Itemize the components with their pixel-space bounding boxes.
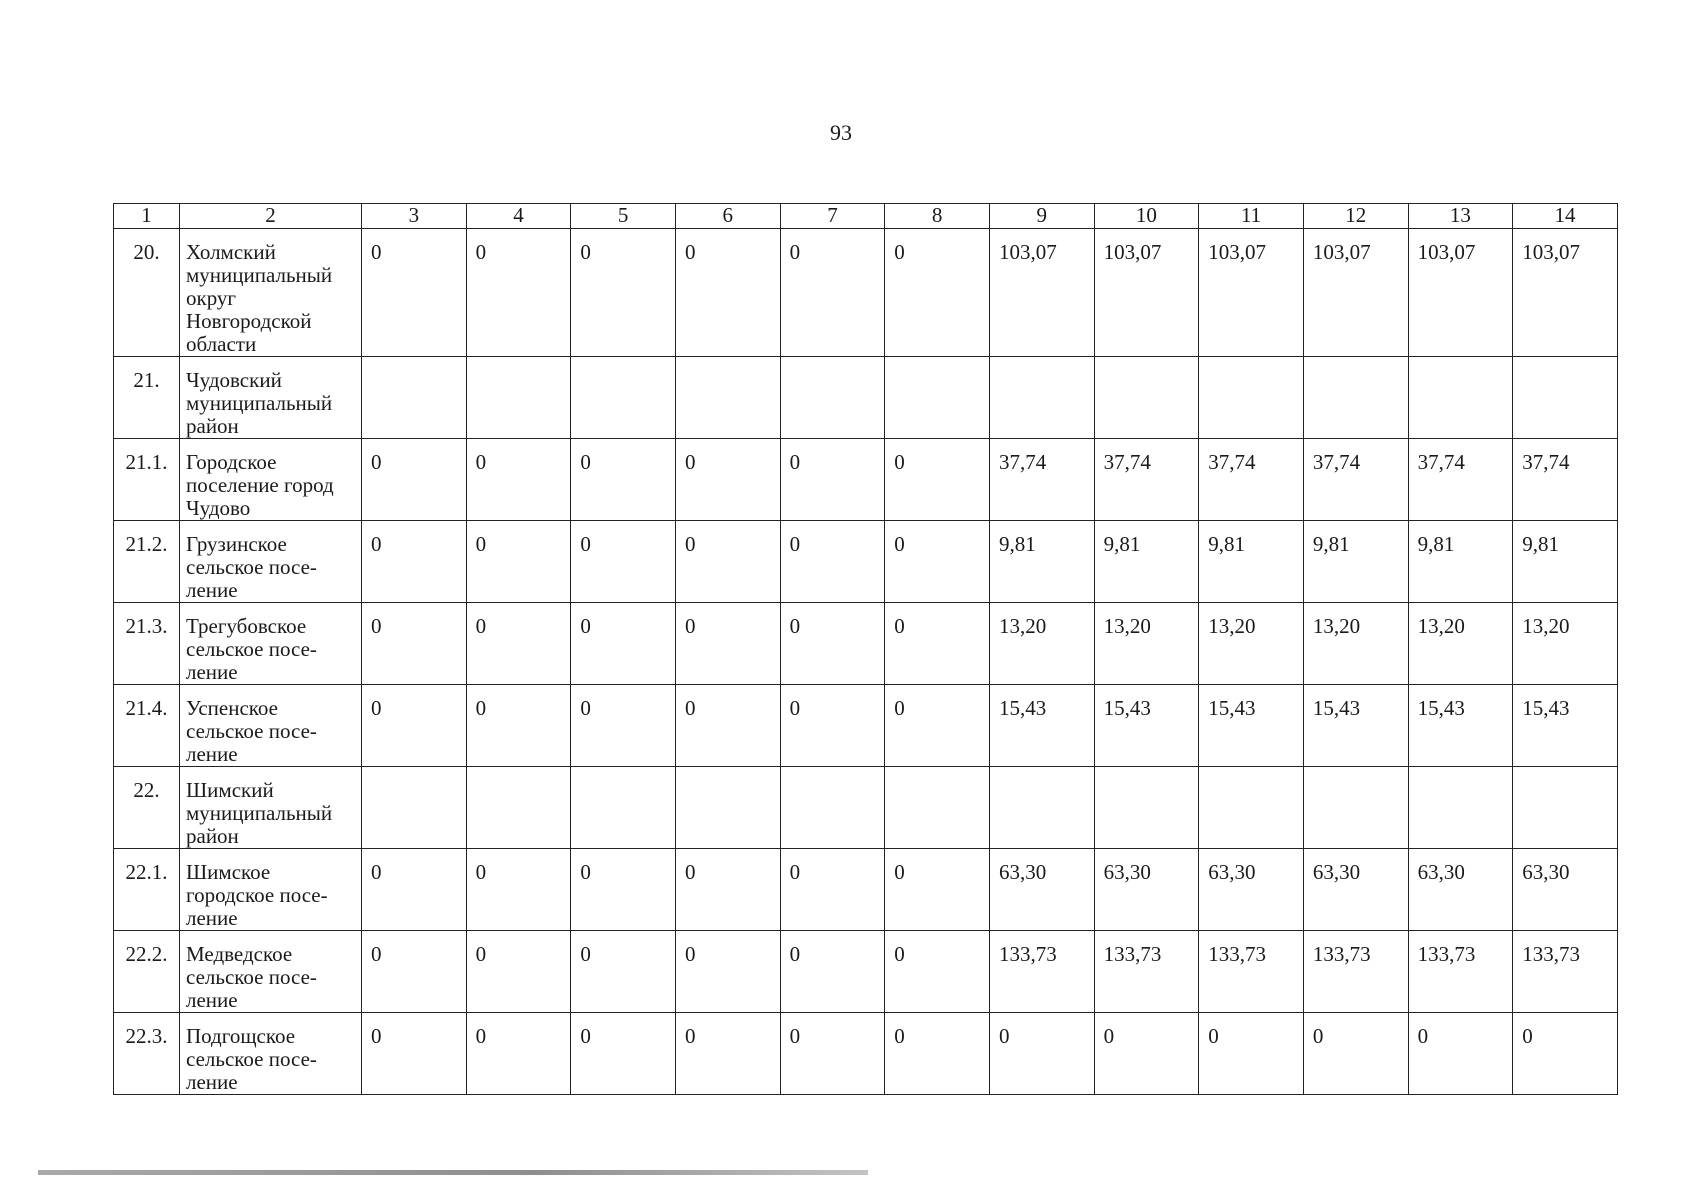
value-cell-col-10: 133,73: [1094, 931, 1199, 1013]
value-cell-col-7: 0: [780, 1013, 885, 1095]
value-cell-col-5: 0: [571, 685, 676, 767]
value-cell-col-11: 13,20: [1199, 603, 1304, 685]
value-cell-col-12: 13,20: [1303, 603, 1408, 685]
value-cell-col-6: 0: [675, 229, 780, 357]
column-header-3: 3: [362, 204, 467, 229]
value-cell-col-7: [780, 357, 885, 439]
value-cell-col-14: 63,30: [1513, 849, 1618, 931]
value-cell-col-6: 0: [675, 849, 780, 931]
value-cell-col-6: 0: [675, 685, 780, 767]
value-cell-col-6: 0: [675, 1013, 780, 1095]
row-number-cell: 21.4.: [114, 685, 180, 767]
value-cell-col-11: 0: [1199, 1013, 1304, 1095]
value-cell-col-3: 0: [362, 521, 467, 603]
value-cell-col-10: 13,20: [1094, 603, 1199, 685]
value-cell-col-14: 9,81: [1513, 521, 1618, 603]
value-cell-col-8: 0: [885, 521, 990, 603]
value-cell-col-13: [1408, 767, 1513, 849]
value-cell-col-9: 13,20: [989, 603, 1094, 685]
value-cell-col-3: 0: [362, 439, 467, 521]
table-row: [114, 849, 1618, 931]
column-header-8: 8: [885, 204, 990, 229]
value-cell-col-5: 0: [571, 439, 676, 521]
value-cell-col-12: 63,30: [1303, 849, 1408, 931]
column-header-13: 13: [1408, 204, 1513, 229]
value-cell-col-8: [885, 357, 990, 439]
value-cell-col-7: 0: [780, 229, 885, 357]
value-cell-col-7: 0: [780, 521, 885, 603]
municipality-name-cell: Трегубовское сельское посе- ление: [180, 603, 362, 685]
value-cell-col-7: 0: [780, 849, 885, 931]
value-cell-col-14: 103,07: [1513, 229, 1618, 357]
value-cell-col-9: 37,74: [989, 439, 1094, 521]
value-cell-col-3: 0: [362, 229, 467, 357]
value-cell-col-14: 15,43: [1513, 685, 1618, 767]
value-cell-col-8: 0: [885, 1013, 990, 1095]
column-header-10: 10: [1094, 204, 1199, 229]
value-cell-col-3: [362, 767, 467, 849]
table-row: [114, 931, 1618, 1013]
municipality-name-cell: Холмский муниципальный округ Новгородской области: [180, 229, 362, 357]
value-cell-col-11: 9,81: [1199, 521, 1304, 603]
value-cell-col-13: 15,43: [1408, 685, 1513, 767]
value-cell-col-13: 0: [1408, 1013, 1513, 1095]
row-number-cell: 22.2.: [114, 931, 180, 1013]
value-cell-col-11: 63,30: [1199, 849, 1304, 931]
page-number: 93: [830, 120, 852, 145]
table-row: [114, 767, 1618, 849]
value-cell-col-12: [1303, 357, 1408, 439]
value-cell-col-4: 0: [466, 685, 571, 767]
value-cell-col-11: 133,73: [1199, 931, 1304, 1013]
value-cell-col-8: [885, 767, 990, 849]
value-cell-col-13: 13,20: [1408, 603, 1513, 685]
value-cell-col-11: [1199, 767, 1304, 849]
scan-artifact-line: [38, 1170, 868, 1175]
value-cell-col-11: 103,07: [1199, 229, 1304, 357]
column-header-1: 1: [114, 204, 180, 229]
value-cell-col-9: 133,73: [989, 931, 1094, 1013]
value-cell-col-4: [466, 357, 571, 439]
row-number-cell: 21.1.: [114, 439, 180, 521]
value-cell-col-4: 0: [466, 931, 571, 1013]
row-number-cell: 21.2.: [114, 521, 180, 603]
municipality-name-cell: Шимское городское посе- ление: [180, 849, 362, 931]
value-cell-col-8: 0: [885, 685, 990, 767]
value-cell-col-12: 103,07: [1303, 229, 1408, 357]
value-cell-col-13: 133,73: [1408, 931, 1513, 1013]
value-cell-col-5: 0: [571, 849, 676, 931]
value-cell-col-8: 0: [885, 849, 990, 931]
value-cell-col-6: [675, 767, 780, 849]
column-header-5: 5: [571, 204, 676, 229]
column-header-9: 9: [989, 204, 1094, 229]
value-cell-col-13: [1408, 357, 1513, 439]
value-cell-col-9: 9,81: [989, 521, 1094, 603]
column-header-4: 4: [466, 204, 571, 229]
value-cell-col-13: 37,74: [1408, 439, 1513, 521]
value-cell-col-10: 63,30: [1094, 849, 1199, 931]
row-number-cell: 22.1.: [114, 849, 180, 931]
municipality-name-cell: Городское поселение город Чудово: [180, 439, 362, 521]
data-table: [113, 203, 1618, 1095]
value-cell-col-9: 15,43: [989, 685, 1094, 767]
municipality-name-cell: Медведское сельское посе- ление: [180, 931, 362, 1013]
value-cell-col-14: 133,73: [1513, 931, 1618, 1013]
value-cell-col-4: 0: [466, 229, 571, 357]
value-cell-col-4: 0: [466, 439, 571, 521]
table-row: [114, 521, 1618, 603]
value-cell-col-4: [466, 767, 571, 849]
value-cell-col-8: 0: [885, 439, 990, 521]
value-cell-col-6: 0: [675, 931, 780, 1013]
row-number-cell: 22.: [114, 767, 180, 849]
table-header: [114, 204, 1618, 229]
column-header-11: 11: [1199, 204, 1304, 229]
municipality-name-cell: Чудовский муниципальный район: [180, 357, 362, 439]
table-body: [114, 229, 1618, 1095]
value-cell-col-3: [362, 357, 467, 439]
column-header-7: 7: [780, 204, 885, 229]
row-number-cell: 20.: [114, 229, 180, 357]
value-cell-col-12: [1303, 767, 1408, 849]
value-cell-col-7: 0: [780, 603, 885, 685]
table-row: [114, 439, 1618, 521]
value-cell-col-14: [1513, 357, 1618, 439]
value-cell-col-6: 0: [675, 603, 780, 685]
value-cell-col-10: [1094, 767, 1199, 849]
value-cell-col-11: 37,74: [1199, 439, 1304, 521]
value-cell-col-4: 0: [466, 1013, 571, 1095]
value-cell-col-9: 63,30: [989, 849, 1094, 931]
row-number-cell: 21.3.: [114, 603, 180, 685]
table-row: [114, 685, 1618, 767]
value-cell-col-13: 103,07: [1408, 229, 1513, 357]
municipality-name-cell: Подгощское сельское посе- ление: [180, 1013, 362, 1095]
value-cell-col-3: 0: [362, 685, 467, 767]
value-cell-col-9: [989, 767, 1094, 849]
value-cell-col-5: 0: [571, 1013, 676, 1095]
value-cell-col-5: [571, 357, 676, 439]
value-cell-col-14: 13,20: [1513, 603, 1618, 685]
value-cell-col-5: 0: [571, 521, 676, 603]
value-cell-col-5: [571, 767, 676, 849]
value-cell-col-14: 37,74: [1513, 439, 1618, 521]
value-cell-col-11: [1199, 357, 1304, 439]
value-cell-col-9: 0: [989, 1013, 1094, 1095]
value-cell-col-4: 0: [466, 849, 571, 931]
value-cell-col-8: 0: [885, 229, 990, 357]
value-cell-col-13: 9,81: [1408, 521, 1513, 603]
value-cell-col-10: [1094, 357, 1199, 439]
value-cell-col-14: [1513, 767, 1618, 849]
value-cell-col-4: 0: [466, 521, 571, 603]
value-cell-col-12: 15,43: [1303, 685, 1408, 767]
value-cell-col-10: 37,74: [1094, 439, 1199, 521]
value-cell-col-6: [675, 357, 780, 439]
municipality-name-cell: Шимский муниципальный район: [180, 767, 362, 849]
value-cell-col-12: 37,74: [1303, 439, 1408, 521]
value-cell-col-13: 63,30: [1408, 849, 1513, 931]
value-cell-col-3: 0: [362, 603, 467, 685]
value-cell-col-3: 0: [362, 1013, 467, 1095]
value-cell-col-10: 103,07: [1094, 229, 1199, 357]
value-cell-col-5: 0: [571, 603, 676, 685]
value-cell-col-8: 0: [885, 931, 990, 1013]
value-cell-col-14: 0: [1513, 1013, 1618, 1095]
table-row: [114, 603, 1618, 685]
row-number-cell: 22.3.: [114, 1013, 180, 1095]
value-cell-col-5: 0: [571, 229, 676, 357]
value-cell-col-10: 15,43: [1094, 685, 1199, 767]
header-row: [114, 204, 1618, 229]
value-cell-col-9: [989, 357, 1094, 439]
column-header-12: 12: [1303, 204, 1408, 229]
table-row: [114, 229, 1618, 357]
value-cell-col-9: 103,07: [989, 229, 1094, 357]
column-header-2: 2: [180, 204, 362, 229]
value-cell-col-8: 0: [885, 603, 990, 685]
column-header-6: 6: [675, 204, 780, 229]
value-cell-col-4: 0: [466, 603, 571, 685]
value-cell-col-5: 0: [571, 931, 676, 1013]
value-cell-col-3: 0: [362, 931, 467, 1013]
value-cell-col-12: 9,81: [1303, 521, 1408, 603]
municipality-name-cell: Успенское сельское посе- ление: [180, 685, 362, 767]
value-cell-col-7: 0: [780, 685, 885, 767]
value-cell-col-7: 0: [780, 931, 885, 1013]
value-cell-col-7: 0: [780, 439, 885, 521]
row-number-cell: 21.: [114, 357, 180, 439]
municipality-name-cell: Грузинское сельское посе- ление: [180, 521, 362, 603]
column-header-14: 14: [1513, 204, 1618, 229]
value-cell-col-6: 0: [675, 439, 780, 521]
value-cell-col-3: 0: [362, 849, 467, 931]
value-cell-col-7: [780, 767, 885, 849]
value-cell-col-6: 0: [675, 521, 780, 603]
value-cell-col-10: 0: [1094, 1013, 1199, 1095]
value-cell-col-12: 133,73: [1303, 931, 1408, 1013]
value-cell-col-12: 0: [1303, 1013, 1408, 1095]
table-row: [114, 357, 1618, 439]
table-row: [114, 1013, 1618, 1095]
value-cell-col-10: 9,81: [1094, 521, 1199, 603]
value-cell-col-11: 15,43: [1199, 685, 1304, 767]
